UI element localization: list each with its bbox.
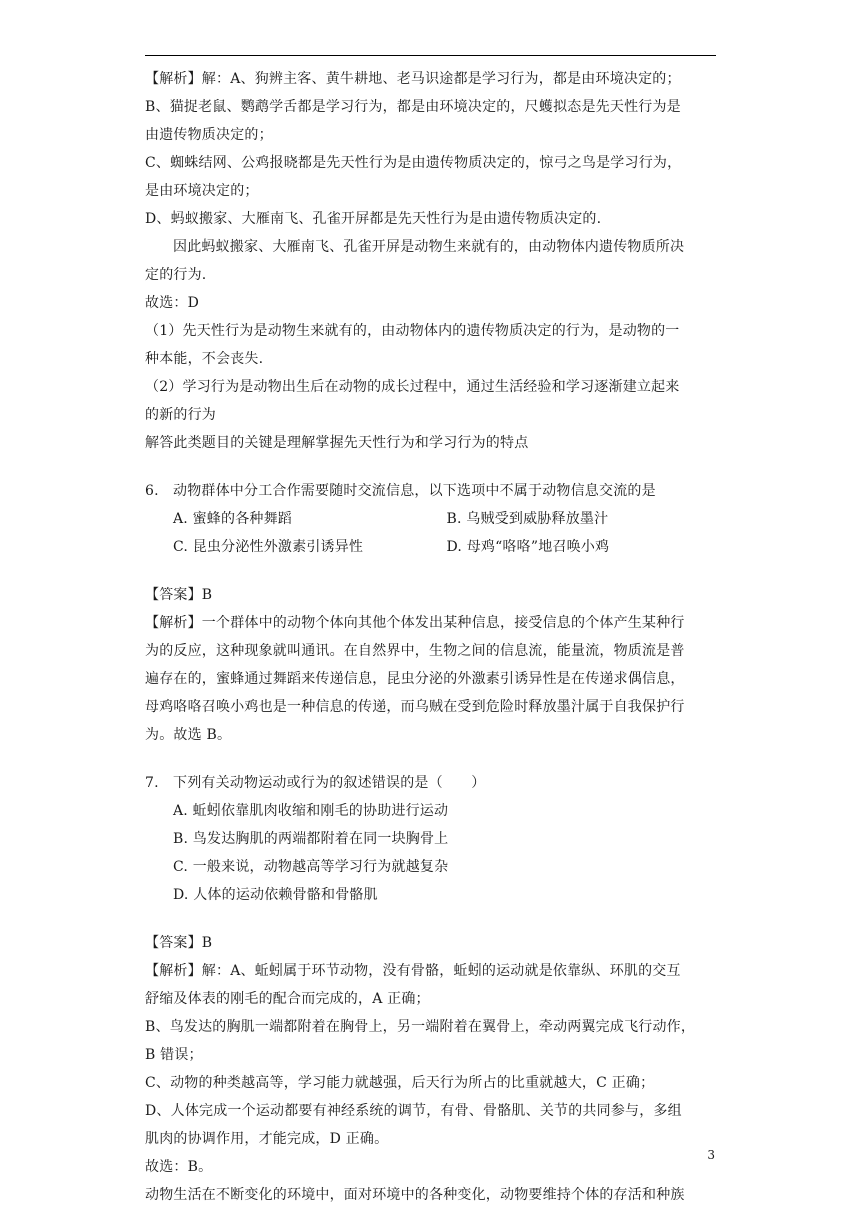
- analysis-line: D、人体完成一个运动都要有神经系统的调节，有骨、骨骼肌、关节的共同参与，多组: [145, 1103, 682, 1119]
- q5-analysis-block: [145, 65, 720, 457]
- option-d: D. 母鸡“咯咯”地召唤小鸡: [446, 539, 610, 555]
- analysis-line: （1）先天性行为是动物生来就有的，由动物体内的遗传物质决定的行为，是动物的一: [145, 323, 680, 339]
- option-d: D. 人体的运动依赖骨骼和骨骼肌: [173, 887, 378, 903]
- analysis-line: 母鸡咯咯召唤小鸡也是一种信息的传递，而乌贼在受到危险时释放墨汁属于自我保护行: [145, 699, 685, 715]
- analysis-line: 【解析】解：A、狗辨主客、黄牛耕地、老马识途都是学习行为，都是由环境决定的；: [145, 71, 681, 87]
- question-options: [145, 505, 720, 561]
- question-stem: 动物群体中分工合作需要随时交流信息，以下选项中不属于动物信息交流的是: [173, 483, 656, 499]
- header-rule: [145, 55, 716, 56]
- analysis-line: 遍存在的，蜜蜂通过舞蹈来传递信息，昆虫分泌的外激素引诱异性是在传递求偶信息，: [145, 671, 685, 687]
- question-number: 7.: [145, 775, 159, 791]
- page-number: 3: [707, 1148, 715, 1162]
- question-6: [145, 477, 720, 749]
- analysis-line: 是由环境决定的；: [145, 183, 259, 199]
- answer-label: 【答案】B: [145, 587, 213, 603]
- analysis-line: 故选：D: [145, 295, 200, 311]
- analysis-line: 种本能，不会丧失.: [145, 351, 264, 367]
- analysis-line: 【解析】一个群体中的动物个体向其他个体发出某种信息，接受信息的个体产生某种行: [145, 615, 685, 631]
- analysis-line: 定的行为.: [145, 267, 207, 283]
- question-7: [145, 769, 720, 1209]
- question-stem: 下列有关动物运动或行为的叙述错误的是（ ）: [173, 775, 486, 791]
- question-options: [145, 797, 720, 909]
- analysis-line: C、蜘蛛结网、公鸡报晓都是先天性行为是由遗传物质决定的，惊弓之鸟是学习行为，: [145, 155, 682, 171]
- analysis-line: D、蚂蚁搬家、大雁南飞、孔雀开屏都是先天性行为是由遗传物质决定的.: [145, 211, 602, 227]
- analysis-line: C、动物的种类越高等，学习能力就越强，后天行为所占的比重就越大，C 正确；: [145, 1075, 655, 1091]
- analysis-line: 【解析】解：A、蚯蚓属于环节动物，没有骨骼，蚯蚓的运动就是依靠纵、环肌的交互: [145, 963, 681, 979]
- option-a: A. 蜜蜂的各种舞蹈: [173, 511, 293, 527]
- analysis-line: 的新的行为: [145, 407, 216, 423]
- question-number: 6.: [145, 483, 159, 499]
- analysis-line: 故选：B。: [145, 1159, 213, 1175]
- option-b: B. 乌贼受到威胁释放墨汁: [446, 511, 609, 527]
- analysis-line: 为的反应，这种现象就叫通讯。在自然界中，生物之间的信息流，能量流，物质流是普: [145, 643, 685, 659]
- analysis-line: 解答此类题目的关键是理解掌握先天性行为和学习行为的特点: [145, 435, 529, 451]
- answer-label: 【答案】B: [145, 935, 213, 951]
- analysis-line: B、鸟发达的胸肌一端都附着在胸骨上，另一端附着在翼骨上，牵动两翼完成飞行动作，: [145, 1019, 696, 1035]
- analysis-line: B、猫捉老鼠、鹦鹉学舌都是学习行为，都是由环境决定的，尺蠖拟态是先天性行为是: [145, 99, 681, 115]
- option-b: B. 鸟发达胸肌的两端都附着在同一块胸骨上: [173, 831, 449, 847]
- option-c: C. 一般来说，动物越高等学习行为就越复杂: [173, 859, 449, 875]
- analysis-line: B 错误；: [145, 1047, 203, 1063]
- analysis-line: 为。故选 B。: [145, 727, 232, 743]
- option-c: C. 昆虫分泌性外激素引诱异性: [173, 539, 364, 555]
- analysis-line: （2）学习行为是动物出生后在动物的成长过程中，通过生活经验和学习逐渐建立起来: [145, 379, 680, 395]
- analysis-line: 肌肉的协调作用，才能完成，D 正确。: [145, 1131, 389, 1147]
- analysis-line: 由遗传物质决定的；: [145, 127, 273, 143]
- analysis-line: 舒缩及体表的刚毛的配合而完成的，A 正确；: [145, 991, 430, 1007]
- page-content: [145, 65, 720, 1209]
- analysis-line: 因此蚂蚁搬家、大雁南飞、孔雀开屏是动物生来就有的，由动物体内遗传物质所决: [173, 239, 685, 255]
- analysis-line: 动物生活在不断变化的环境中，面对环境中的各种变化，动物要维持个体的存活和种族: [145, 1187, 685, 1203]
- option-a: A. 蚯蚓依靠肌肉收缩和刚毛的协助进行运动: [173, 803, 449, 819]
